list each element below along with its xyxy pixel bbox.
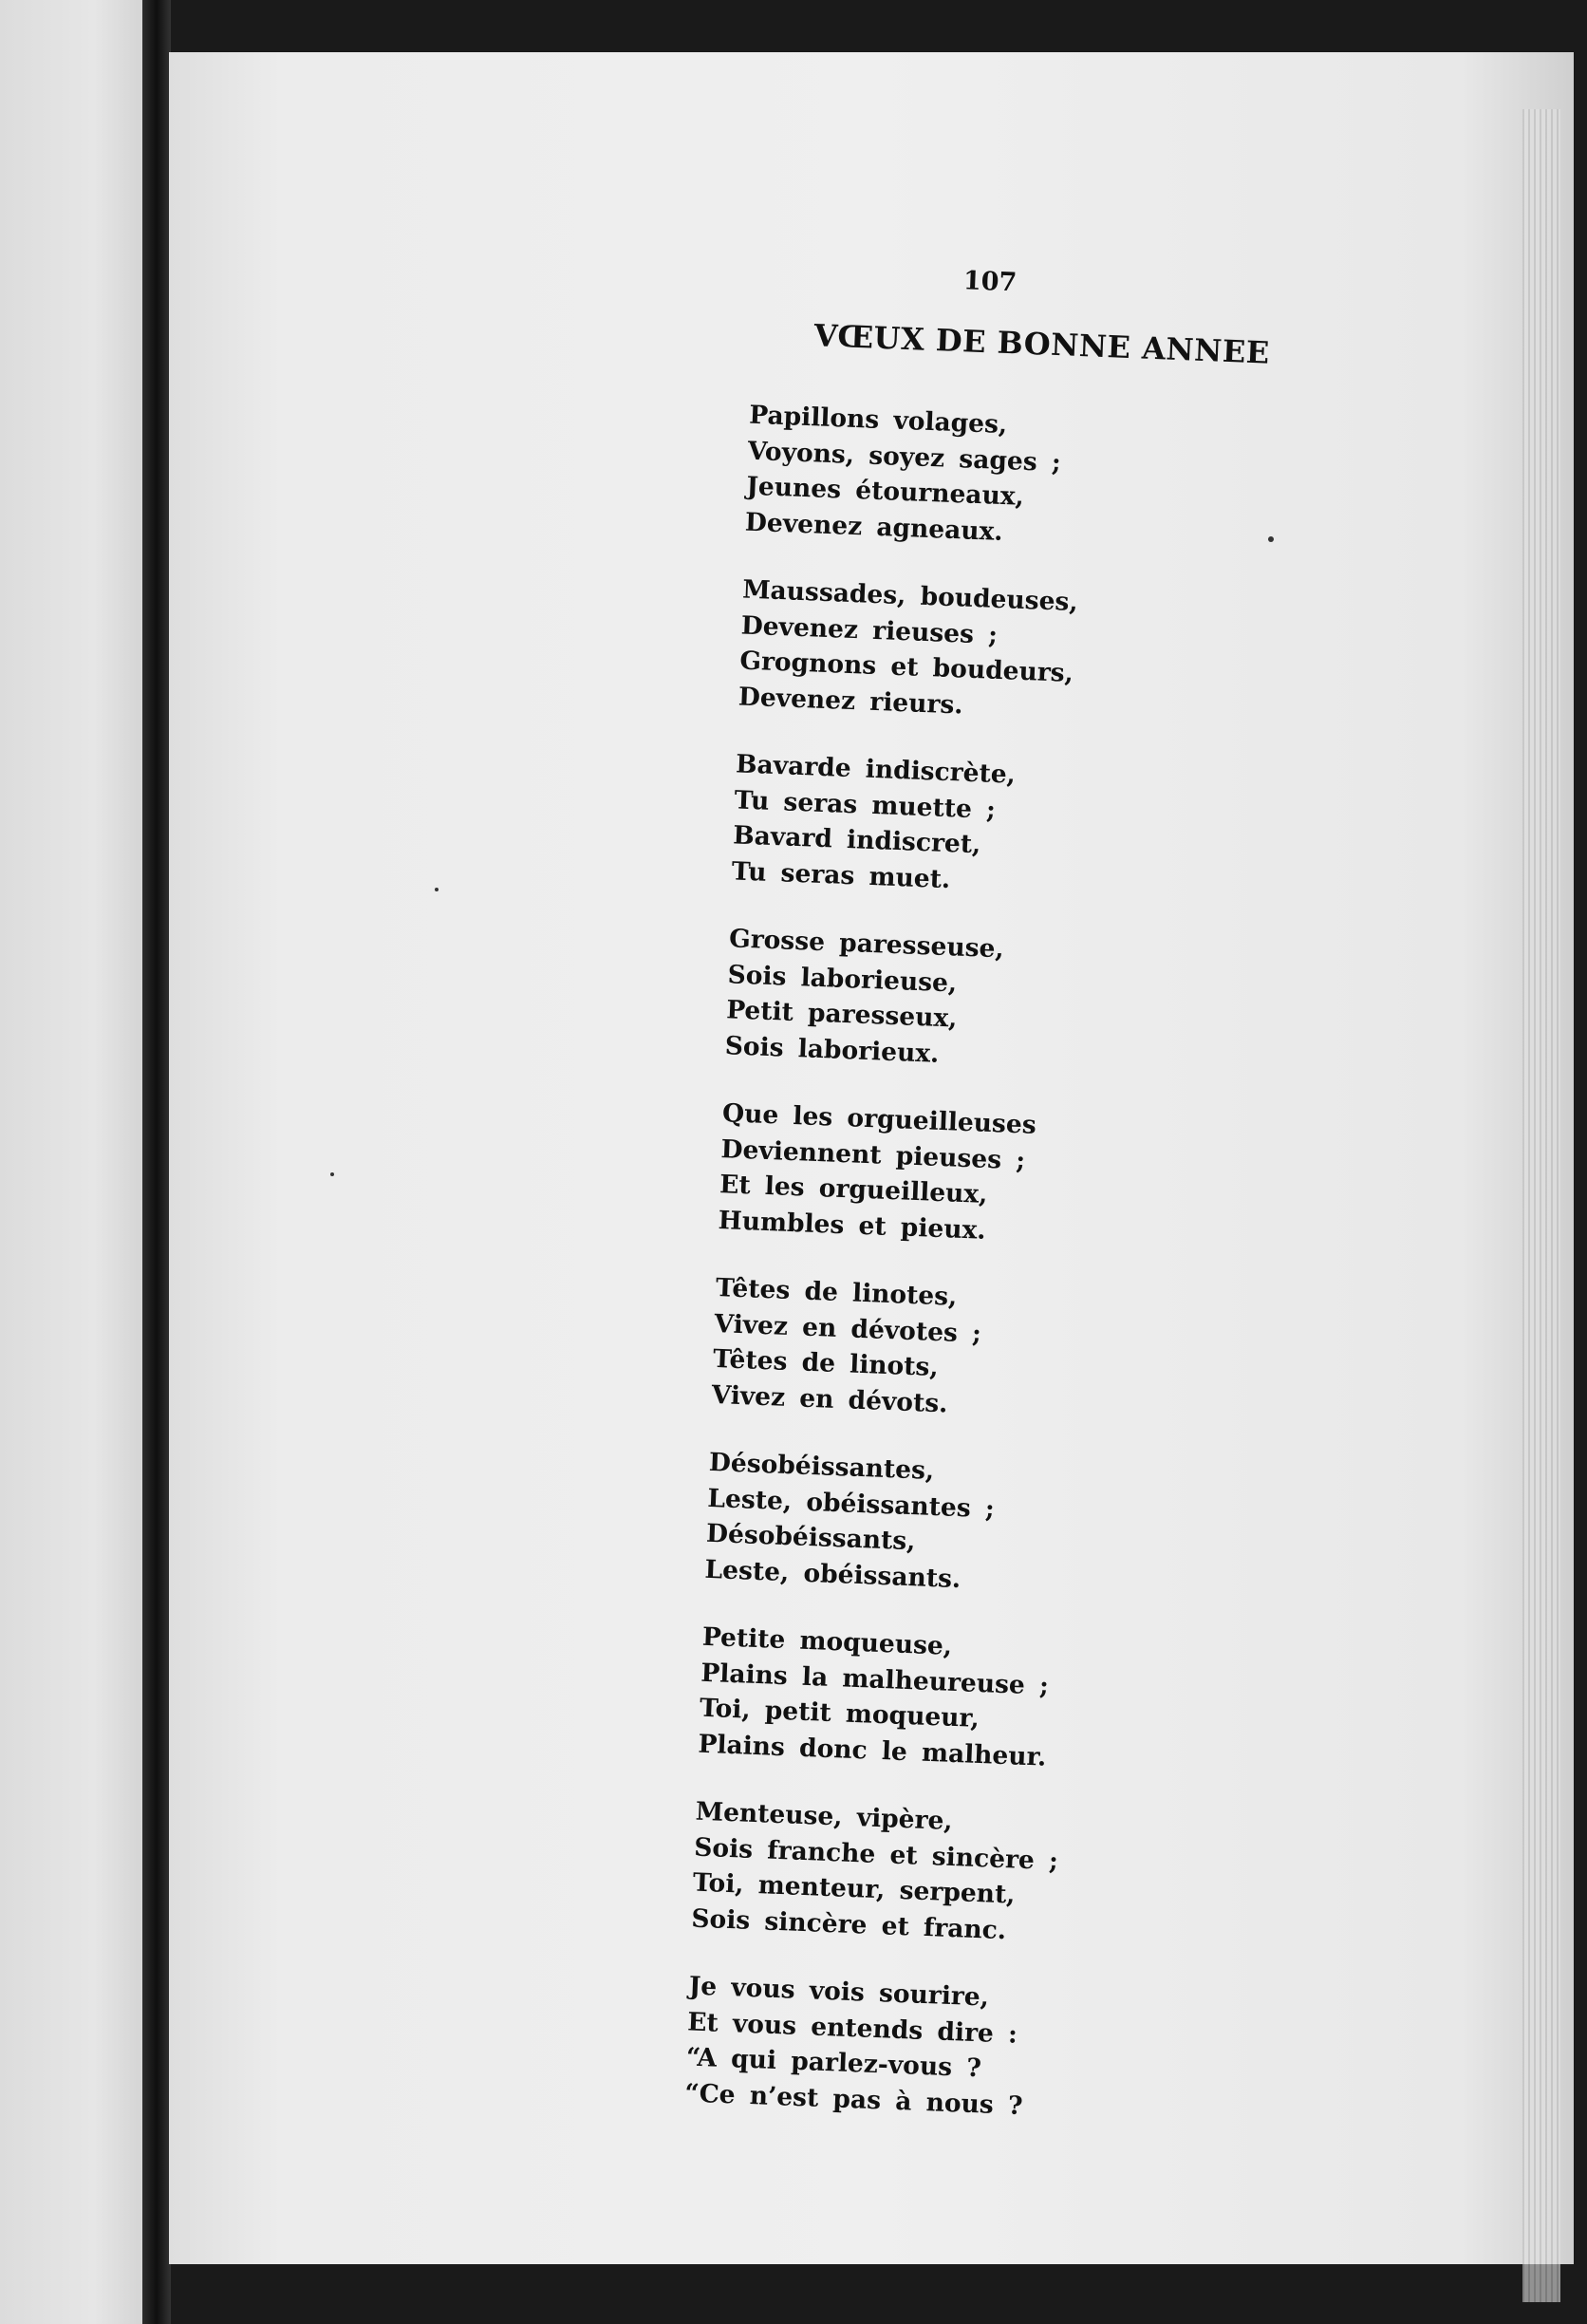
- stanza: [684, 1968, 1054, 2125]
- page-number: 107: [962, 266, 1018, 298]
- poem-line: Désobéissants,: [705, 1518, 917, 1557]
- poem-line: Petit paresseux,: [725, 995, 959, 1034]
- poem-line: Têtes de linots,: [712, 1343, 940, 1383]
- stanza: [711, 1270, 1080, 1427]
- page-edge-shading: [1522, 109, 1560, 2302]
- poem-line: Papillons volages,: [748, 400, 1008, 440]
- poem-line: Humbles et pieux.: [718, 1205, 987, 1246]
- poem-title: VŒUX DE BONNE ANNEE: [812, 317, 1271, 371]
- poem-line: Toi, petit moqueur,: [699, 1693, 980, 1734]
- poem-line: Vivez en dévotes ;: [713, 1308, 982, 1349]
- poem-line: Et vous entends dire :: [686, 2006, 1018, 2050]
- stanza: [718, 1096, 1087, 1252]
- poem-line: Sois franche et sincère ;: [693, 1832, 1059, 1876]
- poem-line: Leste, obéissantes ;: [706, 1483, 996, 1524]
- ink-speck: [435, 888, 439, 891]
- poem-line: Deviennent pieuses ;: [720, 1134, 1026, 1175]
- poem-line: Devenez rieurs.: [737, 681, 964, 721]
- poem-line: Plains donc le malheur.: [697, 1729, 1047, 1772]
- poem-line: Maussades, boudeuses,: [741, 574, 1079, 618]
- poem-line: Bavarde indiscrète,: [735, 749, 1017, 790]
- ink-speck: [330, 1172, 334, 1176]
- poem-line: Têtes de linotes,: [715, 1273, 958, 1312]
- poem-line: Bavard indiscret,: [732, 820, 981, 860]
- stanza: [698, 1620, 1067, 1776]
- poem-line: Grosse paresseuse,: [728, 924, 1005, 965]
- poem-line: Toi, menteur, serpent,: [692, 1867, 1017, 1910]
- poem-line: Leste, obéissants.: [704, 1554, 962, 1594]
- stanza: [724, 921, 1093, 1078]
- poem-line: Sois laborieuse,: [727, 959, 958, 999]
- book-gutter: [142, 0, 171, 2324]
- stanza: [731, 746, 1100, 903]
- poem-line: Tu seras muet.: [731, 855, 951, 894]
- poem-line: Vivez en dévots.: [711, 1379, 949, 1418]
- poem-line: Sois laborieux.: [724, 1030, 940, 1069]
- poem-line: Je vous vois sourire,: [688, 1971, 990, 2013]
- poem-line: Grognons et boudeurs,: [738, 646, 1074, 688]
- poem-stanzas: [682, 398, 1113, 2157]
- poem: [663, 199, 1271, 2121]
- poem-line: Et les orgueilleux,: [719, 1170, 988, 1209]
- poem-line: Petite moqueuse,: [701, 1621, 953, 1661]
- poem-line: Jeunes étourneaux,: [745, 471, 1025, 512]
- poem-line: Devenez agneaux.: [744, 507, 1004, 547]
- left-page-edge: [0, 0, 157, 2324]
- stanza: [737, 572, 1107, 729]
- poem-line: Tu seras muette ;: [734, 784, 997, 825]
- poem-line: Devenez rieuses ;: [740, 610, 999, 650]
- poem-line: Que les orgueilleuses: [721, 1098, 1037, 1140]
- poem-line: Plains la malheureuse ;: [700, 1658, 1050, 1701]
- poem-line: “Ce n’est pas à nous ?: [683, 2077, 1024, 2121]
- poem-line: Sois sincère et franc.: [690, 1903, 1007, 1945]
- stanza: [704, 1445, 1074, 1602]
- stanza: [691, 1794, 1060, 1951]
- book-page: [169, 52, 1574, 2264]
- stanza: [744, 398, 1113, 554]
- poem-line: “A qui parlez-vous ?: [685, 2042, 982, 2084]
- poem-line: Menteuse, vipère,: [695, 1796, 954, 1836]
- poem-line: Voyons, soyez sages ;: [747, 436, 1062, 478]
- poem-line: Désobéissantes,: [708, 1447, 935, 1486]
- ink-speck: [1268, 536, 1274, 542]
